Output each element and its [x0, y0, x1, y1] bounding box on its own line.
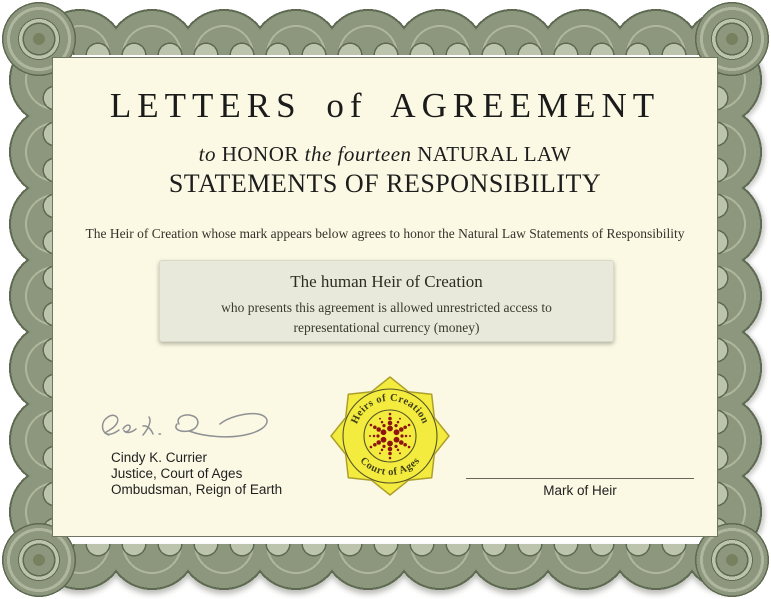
certificate-title — [53, 86, 717, 126]
court-seal-icon — [330, 376, 450, 496]
border-edge-left — [3, 44, 55, 555]
border-edge-right — [716, 44, 768, 555]
subtitle-line-2: STATEMENTS OF RESPONSIBILITY — [168, 169, 602, 198]
grant-box — [159, 260, 614, 342]
title-word: LETTERS — [109, 86, 302, 125]
certificate-subtitle — [53, 142, 717, 199]
border-edge-bottom — [44, 544, 727, 596]
border-edge-top — [44, 3, 727, 55]
signer-title-1: Justice, Court of Ages — [111, 466, 243, 482]
signer-block — [111, 450, 282, 499]
court-seal — [330, 376, 450, 496]
paper-panel — [52, 57, 718, 537]
mark-of-heir-area — [466, 456, 694, 498]
subtitle-word: the fourteen — [304, 142, 412, 166]
grant-box-heading: The human Heir of Creation — [290, 272, 483, 291]
subtitle-word: to — [198, 142, 216, 166]
subtitle-word: NATURAL LAW — [417, 142, 572, 166]
subtitle-line-1 — [53, 142, 717, 167]
mark-signature-line — [466, 456, 694, 479]
title-word: AGREEMENT — [390, 86, 661, 125]
signature-scrawl-icon — [97, 404, 292, 452]
seal-bottom-text: Court of Ages — [357, 455, 423, 479]
grant-box-body: who presents this agreement is allowed unrestricted access to representational currency (money) — [221, 300, 552, 336]
seal-top-text: Heirs of Creation — [349, 392, 431, 426]
subtitle-word: HONOR — [221, 142, 299, 166]
title-word: of — [326, 86, 368, 125]
agreement-statement: The Heir of Creation whose mark appears below agrees to honor the Natural Law Statements of Responsibility — [85, 226, 685, 241]
mark-of-heir-label: Mark of Heir — [543, 483, 617, 498]
signer-name: Cindy K. Currier — [111, 450, 208, 465]
signer-title-2: Ombudsman, Reign of Earth — [111, 482, 283, 498]
